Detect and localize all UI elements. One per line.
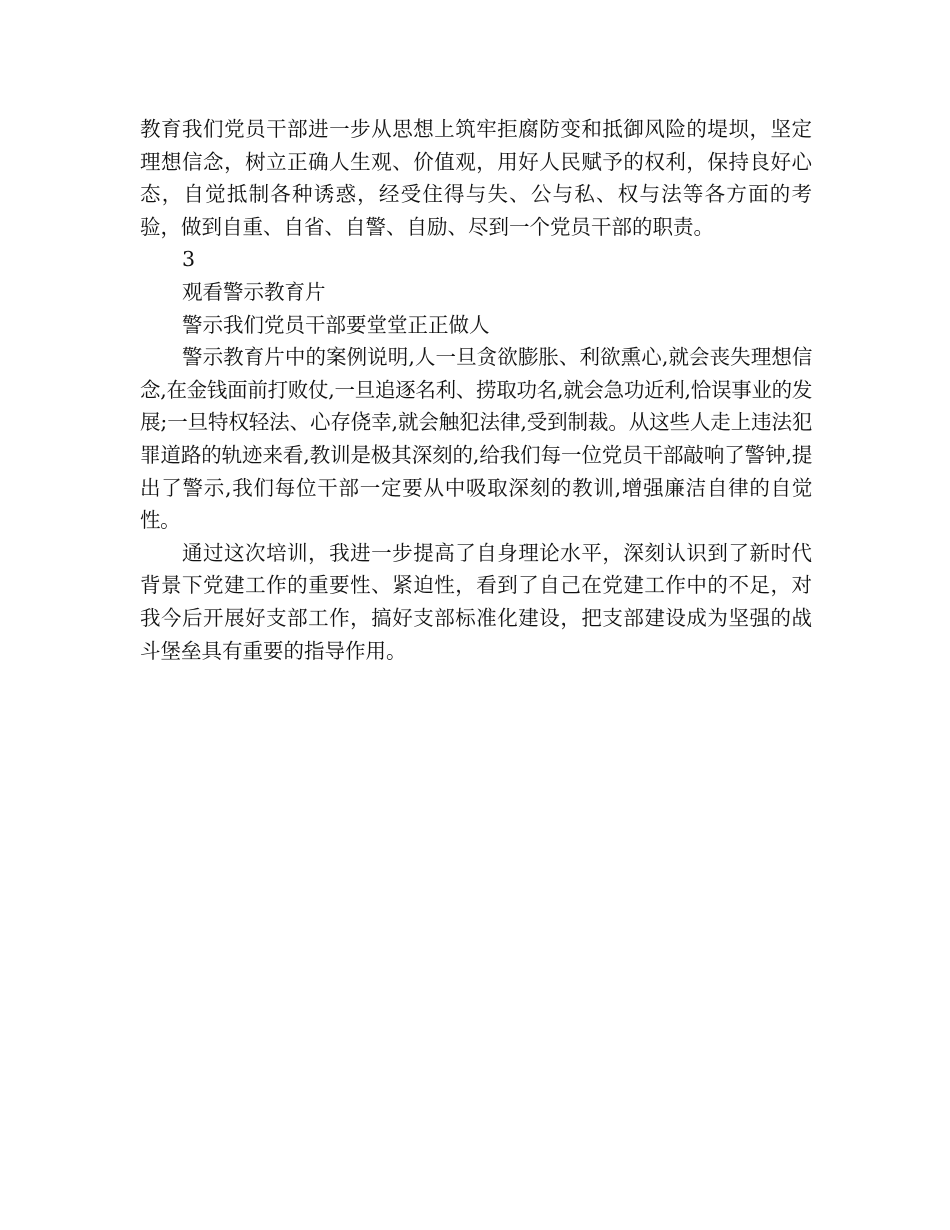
section-title: 观看警示教育片: [182, 279, 326, 304]
paragraph-warning-cases: 警示教育片中的案例说明,人一旦贪欲膨胀、利欲熏心,就会丧失理想信念,在金钱面前打败仗,一旦追逐名利、捞取功名,就会急功近利,恰误事业的发展;一旦特权轻法、心存侥幸,就会触犯法律,受到制裁。从这些人走上违法犯罪道路的轨迹来看,教训是极其深刻的,给我们每一位党员干部敲响了警钟,提出了警示,我们每位干部一定要从中吸取深刻的教训,增强廉洁自律的自觉性。: [140, 345, 812, 533]
section-number: 3: [182, 247, 196, 272]
document-body: [140, 113, 812, 667]
paragraph-intro: 教育我们党员干部进一步从思想上筑牢拒腐防变和抵御风险的堤坝，坚定理想信念，树立正确人生观、价值观，用好人民赋予的权利，保持良好心态，自觉抵制各种诱惑，经受住得与失、公与私、权与法等各方面的考验，做到自重、自省、自警、自励、尽到一个党员干部的职责。: [140, 117, 812, 239]
paragraph-conclusion: 通过这次培训，我进一步提高了自身理论水平，深刻认识到了新时代背景下党建工作的重要性、紧迫性，看到了自己在党建工作中的不足，对我今后开展好支部工作，搞好支部标准化建设，把支部建设成为坚强的战斗堡垒具有重要的指导作用。: [140, 540, 812, 663]
section-subtitle: 警示我们党员干部要堂堂正正做人: [182, 312, 490, 337]
